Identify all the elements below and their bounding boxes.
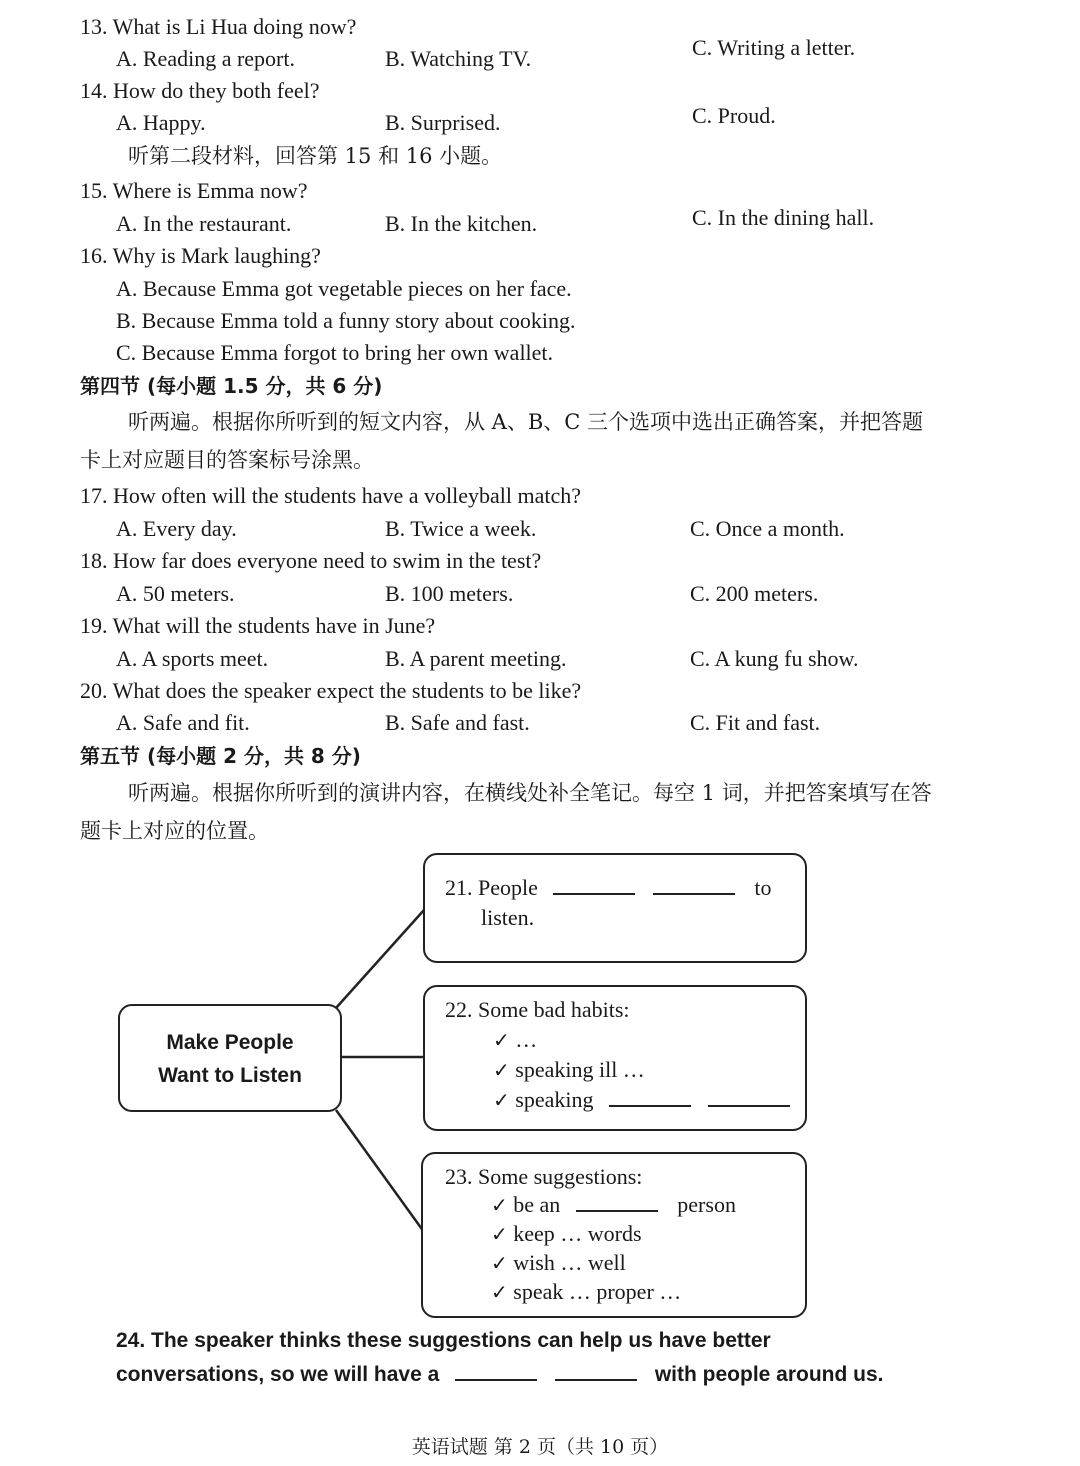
question-15-option-b: B. In the kitchen. bbox=[385, 211, 538, 236]
blank-24b bbox=[555, 1361, 637, 1381]
checkmark-icon: ✓ bbox=[491, 1193, 508, 1217]
box-22 bbox=[423, 985, 807, 1131]
question-19-option-a: A. A sports meet. bbox=[116, 646, 269, 671]
question-14-option-a: A. Happy. bbox=[116, 110, 206, 135]
box-23-item-1 bbox=[491, 1192, 736, 1218]
box-23-item-1-text: be an bbox=[513, 1192, 561, 1217]
question-14-stem: 14. How do they both feel? bbox=[80, 78, 320, 103]
question-16-option-b: B. Because Emma told a funny story about cooking. bbox=[116, 308, 576, 333]
box-22-title: 22. Some bad habits: bbox=[445, 997, 630, 1022]
question-13-option-c: C. Writing a letter. bbox=[692, 35, 856, 60]
question-24-text-a: conversations, so we will have a bbox=[116, 1363, 440, 1386]
section-5-instruction-line2: 题卡上对应的位置。 bbox=[80, 819, 269, 843]
box-22-item-3-text: speaking bbox=[515, 1087, 594, 1112]
question-18-option-b: B. 100 meters. bbox=[385, 581, 514, 606]
question-24-line1: 24. The speaker thinks these suggestions can help us have better bbox=[116, 1329, 771, 1352]
box-23-title: 23. Some suggestions: bbox=[445, 1164, 643, 1189]
box-22-item-2 bbox=[493, 1057, 645, 1083]
question-20-option-b: B. Safe and fast. bbox=[385, 710, 530, 735]
box-21-line1 bbox=[445, 875, 772, 901]
box-21-text: 21. People bbox=[445, 875, 538, 900]
question-17-option-b: B. Twice a week. bbox=[385, 516, 537, 541]
question-24-line2 bbox=[116, 1361, 884, 1388]
section-4-instruction-line1: 听两遍。根据你所听到的短文内容，从 A、B、C 三个选项中选出正确答案，并把答题 bbox=[128, 410, 924, 434]
checkmark-icon: ✓ bbox=[493, 1028, 510, 1052]
question-18-stem: 18. How far does everyone need to swim in the test? bbox=[80, 548, 542, 573]
question-17-option-a: A. Every day. bbox=[116, 516, 237, 541]
section-5-title: 第五节 (每小题 2 分，共 8 分) bbox=[80, 744, 361, 768]
box-23-item-4 bbox=[491, 1279, 681, 1305]
box-23-item-3-text: wish … well bbox=[513, 1250, 626, 1275]
question-13-option-b: B. Watching TV. bbox=[385, 46, 532, 71]
section-4-instruction-line2: 卡上对应题目的答案标号涂黑。 bbox=[80, 448, 374, 472]
box-21-line2: listen. bbox=[481, 905, 535, 930]
checkmark-icon: ✓ bbox=[493, 1058, 510, 1082]
question-24-text-b: with people around us. bbox=[654, 1363, 884, 1386]
box-22-item-3 bbox=[493, 1087, 794, 1113]
mind-map-center-box bbox=[118, 1004, 342, 1112]
center-title-line2: Want to Listen bbox=[158, 1064, 302, 1087]
box-23 bbox=[421, 1152, 807, 1318]
question-14-option-b: B. Surprised. bbox=[385, 110, 501, 135]
instruction-15-16: 听第二段材料，回答第 15 和 16 小题。 bbox=[128, 144, 503, 168]
blank-21b bbox=[653, 875, 735, 895]
question-19-option-b: B. A parent meeting. bbox=[385, 646, 567, 671]
checkmark-icon: ✓ bbox=[493, 1088, 510, 1112]
box-23-item-2-text: keep … words bbox=[513, 1221, 642, 1246]
question-13-stem: 13. What is Li Hua doing now? bbox=[80, 14, 357, 39]
connector-to-box-23 bbox=[336, 1110, 424, 1232]
question-16-option-c: C. Because Emma forgot to bring her own wallet. bbox=[116, 340, 554, 365]
question-19-stem: 19. What will the students have in June? bbox=[80, 613, 436, 638]
question-15-option-c: C. In the dining hall. bbox=[692, 205, 875, 230]
checkmark-icon: ✓ bbox=[491, 1222, 508, 1246]
question-16-option-a: A. Because Emma got vegetable pieces on her face. bbox=[116, 276, 572, 301]
question-15-stem: 15. Where is Emma now? bbox=[80, 178, 308, 203]
question-20-option-c: C. Fit and fast. bbox=[690, 710, 821, 735]
page-footer: 英语试题 第 2 页（共 10 页） bbox=[411, 1436, 669, 1458]
blank-22b bbox=[708, 1087, 790, 1107]
checkmark-icon: ✓ bbox=[491, 1251, 508, 1275]
box-23-item-3 bbox=[491, 1250, 626, 1276]
box-21 bbox=[423, 853, 807, 963]
box-22-item-1-text: … bbox=[515, 1027, 538, 1052]
box-23-item-4-text: speak … proper … bbox=[513, 1279, 682, 1304]
question-16-stem: 16. Why is Mark laughing? bbox=[80, 243, 321, 268]
section-5-instruction-line1: 听两遍。根据你所听到的演讲内容，在横线处补全笔记。每空 1 词，并把答案填写在答 bbox=[128, 781, 932, 805]
question-18-option-c: C. 200 meters. bbox=[690, 581, 819, 606]
center-title-line1: Make People bbox=[166, 1031, 294, 1054]
connector-to-box-21 bbox=[336, 910, 424, 1008]
question-17-stem: 17. How often will the students have a volleyball match? bbox=[80, 483, 581, 508]
question-13-option-a: A. Reading a report. bbox=[116, 46, 295, 71]
blank-24a bbox=[455, 1361, 537, 1381]
blank-23 bbox=[576, 1192, 658, 1212]
box-23-item-1-suffix: person bbox=[677, 1192, 736, 1217]
section-4-title: 第四节 (每小题 1.5 分，共 6 分) bbox=[80, 374, 383, 398]
box-21-to: to bbox=[754, 875, 772, 900]
checkmark-icon: ✓ bbox=[491, 1280, 508, 1304]
blank-22a bbox=[609, 1087, 691, 1107]
box-22-item-2-text: speaking ill … bbox=[515, 1057, 645, 1082]
question-19-option-c: C. A kung fu show. bbox=[690, 646, 859, 671]
question-20-option-a: A. Safe and fit. bbox=[116, 710, 250, 735]
question-20-stem: 20. What does the speaker expect the students to be like? bbox=[80, 678, 582, 703]
question-14-option-c: C. Proud. bbox=[692, 103, 776, 128]
box-22-item-1 bbox=[493, 1027, 537, 1053]
box-23-item-2 bbox=[491, 1221, 642, 1247]
question-17-option-c: C. Once a month. bbox=[690, 516, 845, 541]
blank-21a bbox=[553, 875, 635, 895]
question-15-option-a: A. In the restaurant. bbox=[116, 211, 292, 236]
question-18-option-a: A. 50 meters. bbox=[116, 581, 235, 606]
